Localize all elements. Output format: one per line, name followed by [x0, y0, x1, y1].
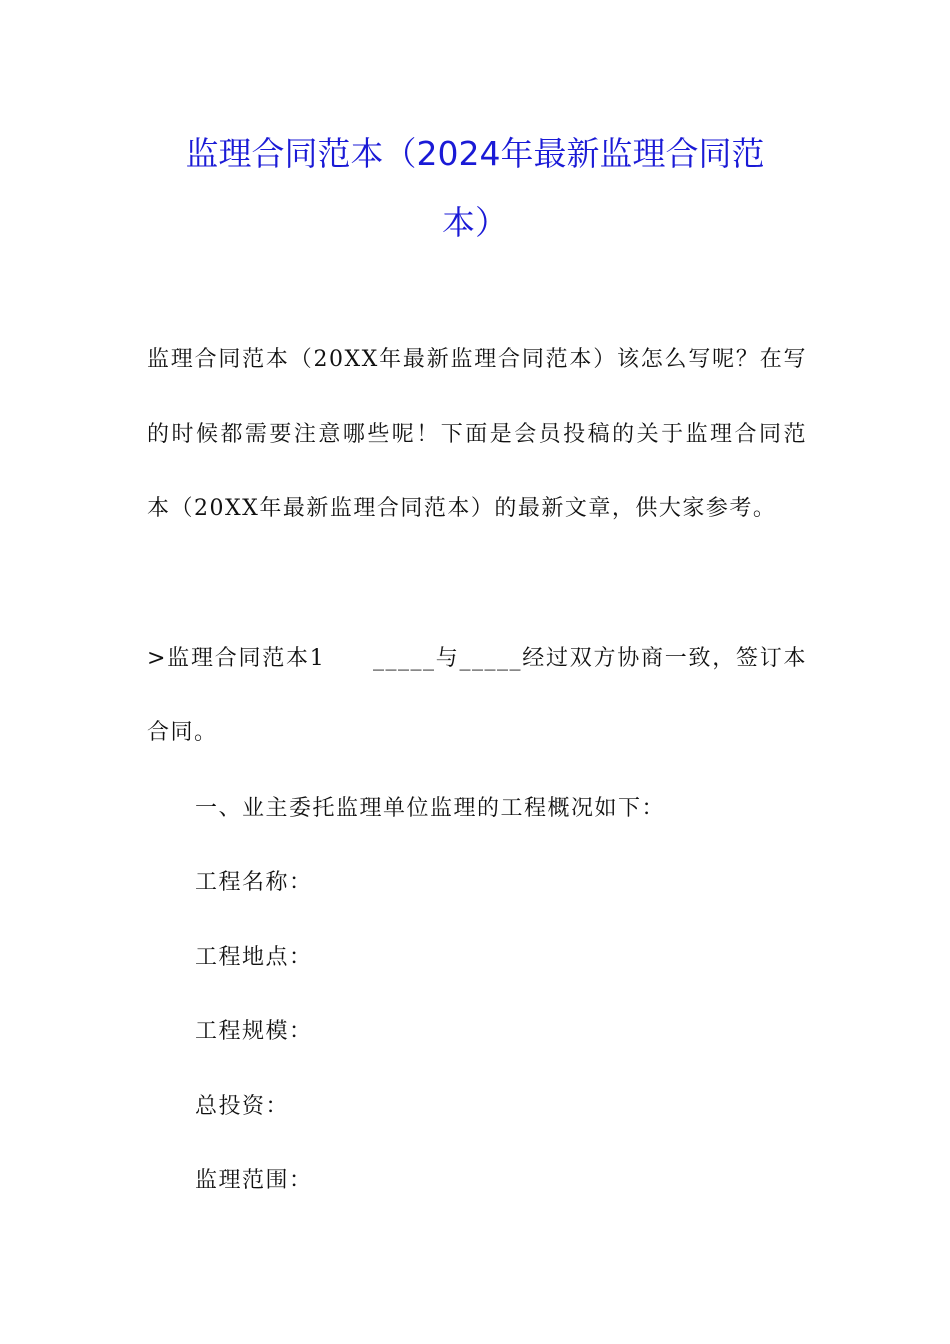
document-title: 监理合同范本（2024年最新监理合同范: [185, 134, 765, 173]
intro-paragraph-line: 本（20XX年最新监理合同范本）的最新文章，供大家参考。: [147, 496, 777, 521]
contract-paragraph-line: 合同。: [147, 720, 218, 745]
document-title-continuation: 本）: [442, 203, 508, 242]
field-project-name: 工程名称：: [195, 870, 313, 895]
field-project-location: 工程地点：: [195, 945, 313, 970]
contract-paragraph-line: >监理合同范本1 _____与_____经过双方协商一致，签订本: [147, 646, 807, 671]
intro-paragraph-line: 的时候都需要注意哪些呢！下面是会员投稿的关于监理合同范: [147, 422, 807, 447]
field-total-investment: 总投资：: [195, 1094, 290, 1119]
intro-paragraph-line: 监理合同范本（20XX年最新监理合同范本）该怎么写呢？在写: [147, 347, 807, 372]
field-supervision-scope: 监理范围：: [195, 1168, 313, 1193]
field-project-scale: 工程规模：: [195, 1019, 313, 1044]
section-heading: 一、业主委托监理单位监理的工程概况如下：: [195, 796, 666, 821]
